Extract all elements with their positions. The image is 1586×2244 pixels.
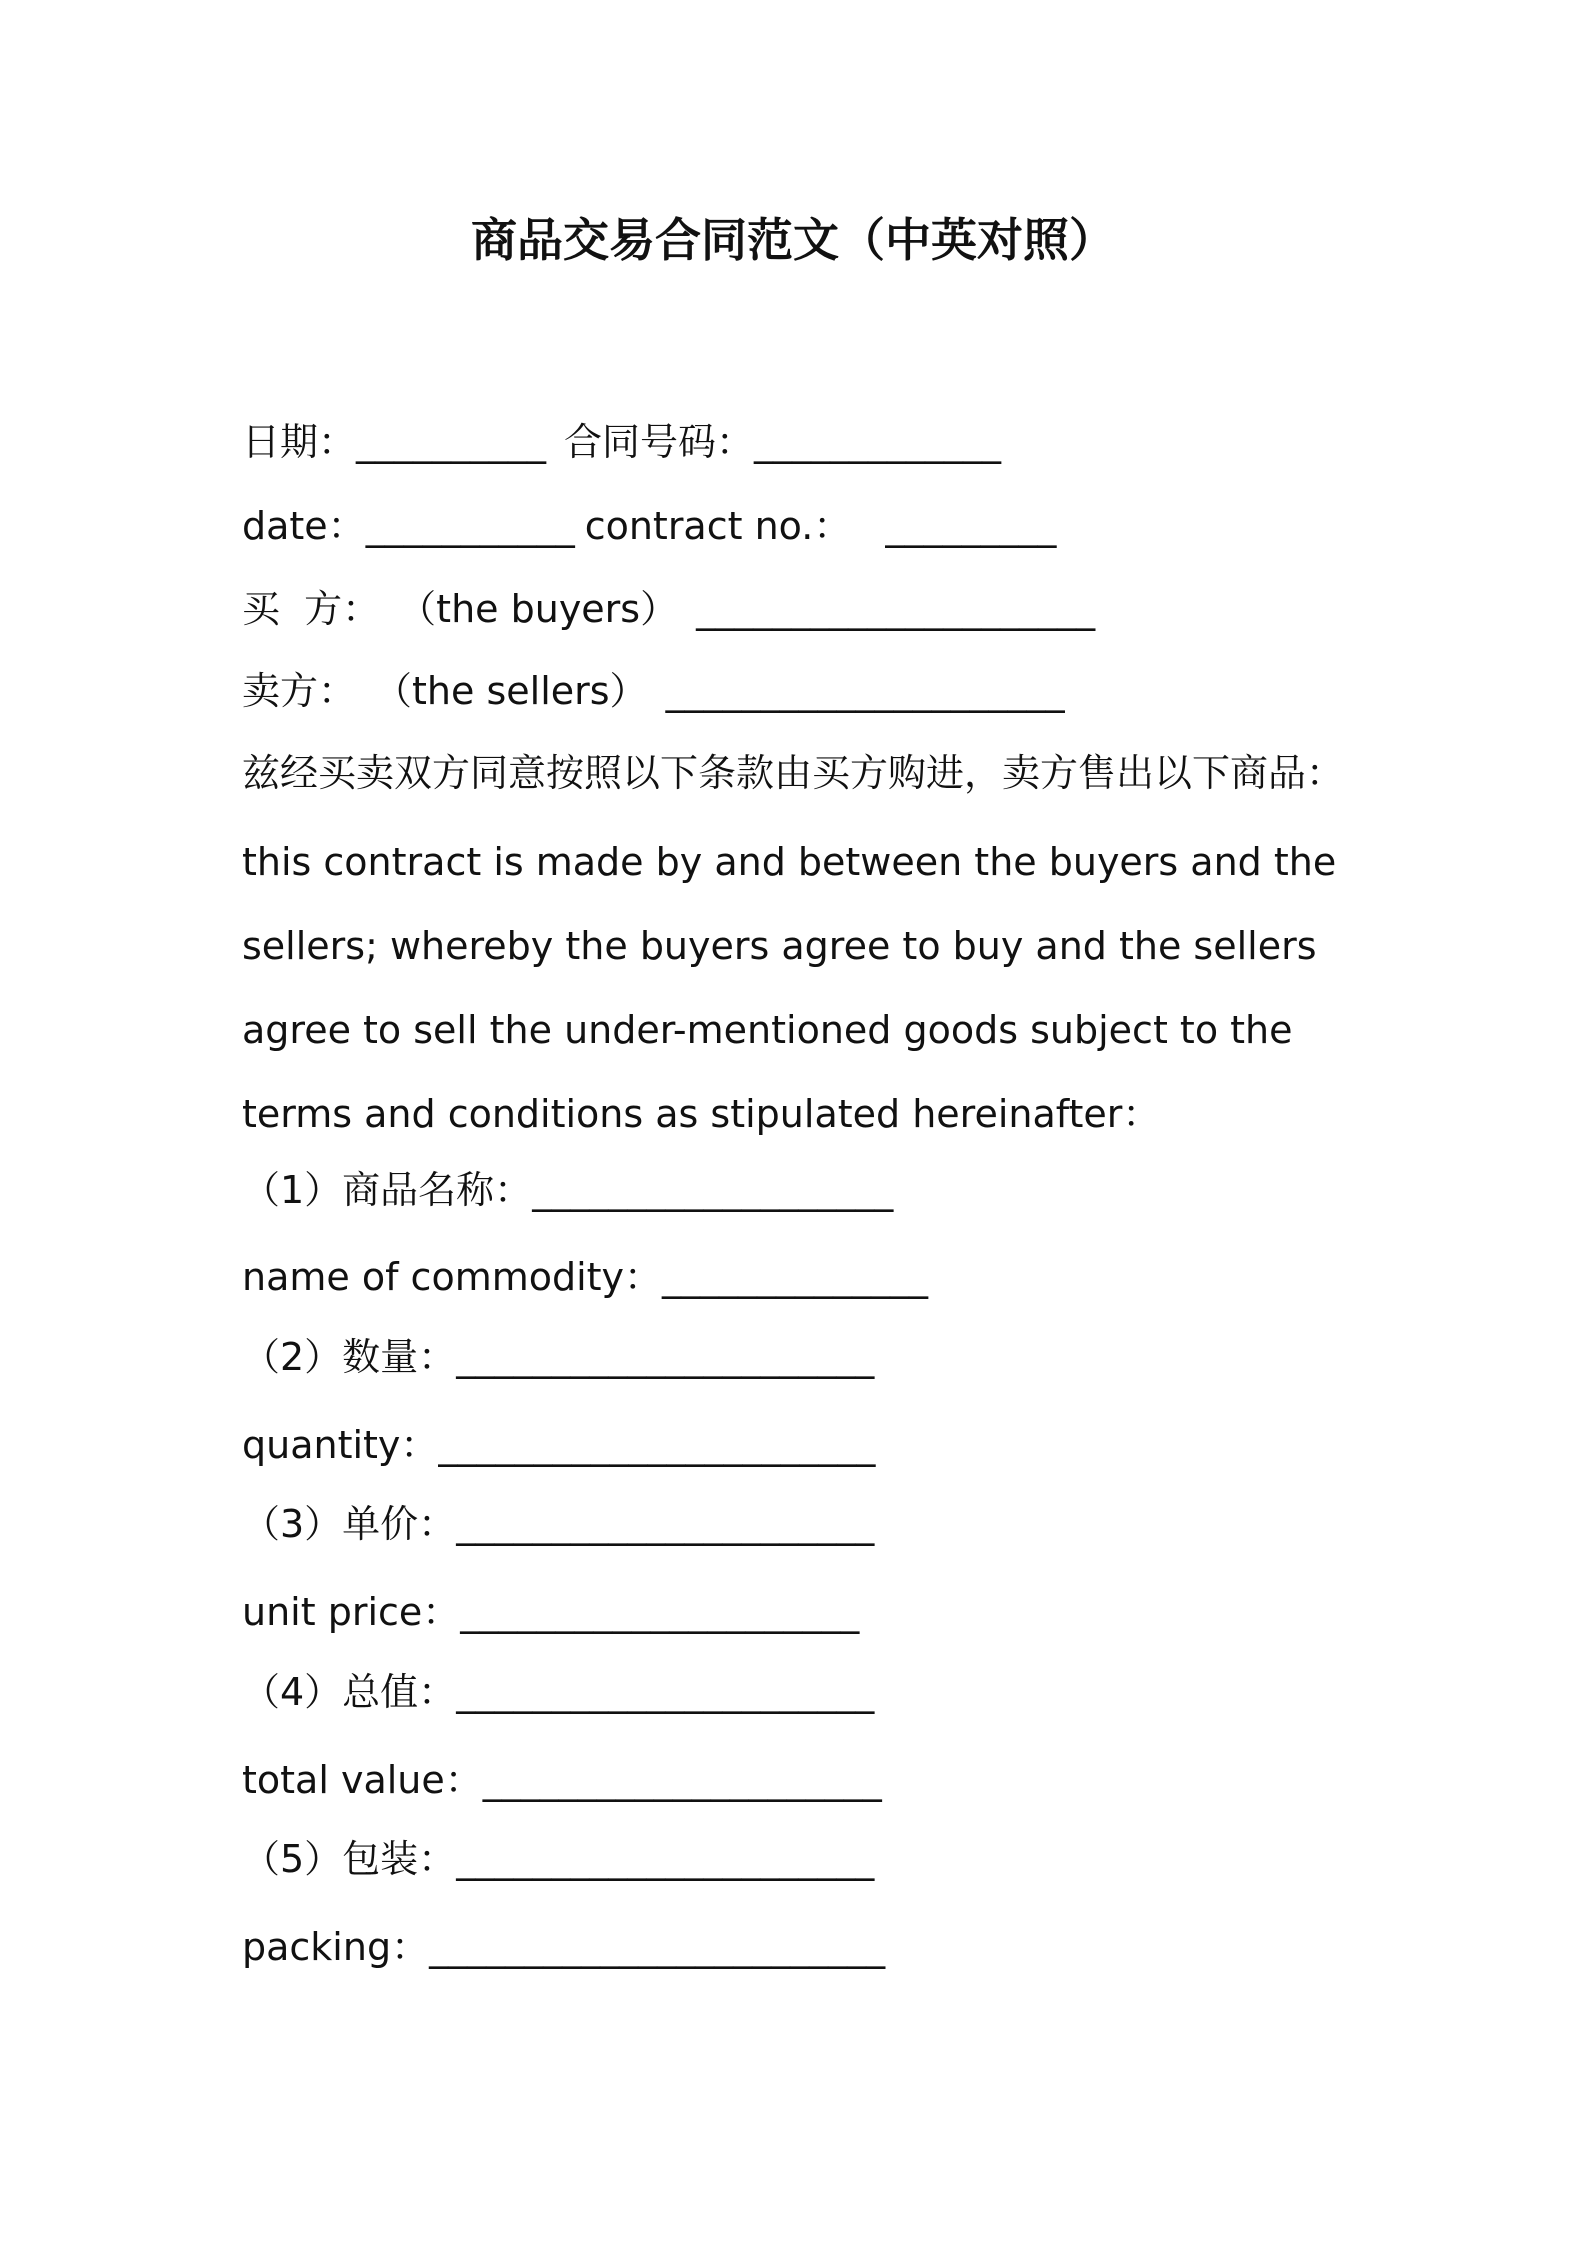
- seller-blank: _____________________: [665, 669, 1065, 713]
- seller-line: [242, 666, 1065, 716]
- item-3-blank-en: _____________________: [460, 1590, 860, 1634]
- item-3-cn-line: [242, 1499, 874, 1549]
- item-2-cn-line: [242, 1332, 874, 1382]
- item-5-label-cn: （5）包装：: [242, 1837, 457, 1881]
- item-3-label-en: unit price：: [242, 1590, 461, 1634]
- item-5-en-line: [242, 1922, 885, 1972]
- contract-no-label-en: contract no.：: [584, 504, 852, 548]
- item-1-label-en: name of commodity：: [242, 1255, 663, 1299]
- date-contract-no-cn-line: [242, 417, 1001, 467]
- item-2-blank-en: _______________________: [438, 1423, 876, 1467]
- item-3-en-line: [242, 1587, 859, 1637]
- item-1-label-cn: （1）商品名称：: [242, 1168, 533, 1212]
- seller-label-cn: 卖方：: [242, 669, 357, 713]
- item-2-label-en: quantity：: [242, 1423, 439, 1467]
- date-label-cn: 日期：: [242, 420, 357, 464]
- buyer-blank: _____________________: [696, 587, 1096, 631]
- item-1-en-line: [242, 1252, 928, 1302]
- date-contract-no-en-line: [242, 501, 1056, 551]
- contract-no-blank-en: _________: [885, 504, 1057, 548]
- item-4-blank-cn: ______________________: [456, 1670, 875, 1714]
- contract-no-label-cn: 合同号码：: [564, 420, 755, 464]
- date-label-en: date：: [242, 504, 366, 548]
- item-4-label-cn: （4）总值：: [242, 1670, 457, 1714]
- item-4-label-en: total value：: [242, 1758, 483, 1802]
- item-5-cn-line: [242, 1834, 874, 1884]
- date-blank-en: ___________: [365, 504, 575, 548]
- buyer-line: [242, 584, 1095, 634]
- item-3-blank-cn: ______________________: [456, 1502, 875, 1546]
- item-2-label-cn: （2）数量：: [242, 1335, 457, 1379]
- item-4-blank-en: _____________________: [482, 1758, 882, 1802]
- item-2-en-line: [242, 1420, 875, 1470]
- item-4-en-line: [242, 1755, 882, 1805]
- contract-no-blank-cn: _____________: [754, 420, 1002, 464]
- intro-en: this contract is made by and between the buyers and the sellers; whereby the buyers agree to buy and the sellers agree to sell the under-mentioned goods subject to the terms and conditions as stipulated hereinafter：: [242, 840, 1337, 1136]
- item-5-blank-cn: ______________________: [456, 1837, 875, 1881]
- seller-label-en: （the sellers）: [374, 669, 648, 713]
- date-blank-cn: __________: [356, 420, 547, 464]
- item-5-label-en: packing：: [242, 1925, 430, 1969]
- item-2-blank-cn: ______________________: [456, 1335, 875, 1379]
- item-1-blank-cn: ___________________: [532, 1168, 894, 1212]
- item-1-blank-en: ______________: [662, 1255, 929, 1299]
- item-1-cn-line: [242, 1165, 893, 1215]
- buyer-label-cn: 买 方：: [242, 587, 381, 631]
- buyer-label-en: （the buyers）: [398, 587, 679, 631]
- item-5-blank-en: ________________________: [429, 1925, 886, 1969]
- intro-cn: 兹经买卖双方同意按照以下条款由买方购进，卖方售出以下商品：: [242, 751, 1345, 795]
- document-title: 商品交易合同范文（中英对照）: [471, 213, 1115, 267]
- item-4-cn-line: [242, 1667, 874, 1717]
- item-3-label-cn: （3）单价：: [242, 1502, 457, 1546]
